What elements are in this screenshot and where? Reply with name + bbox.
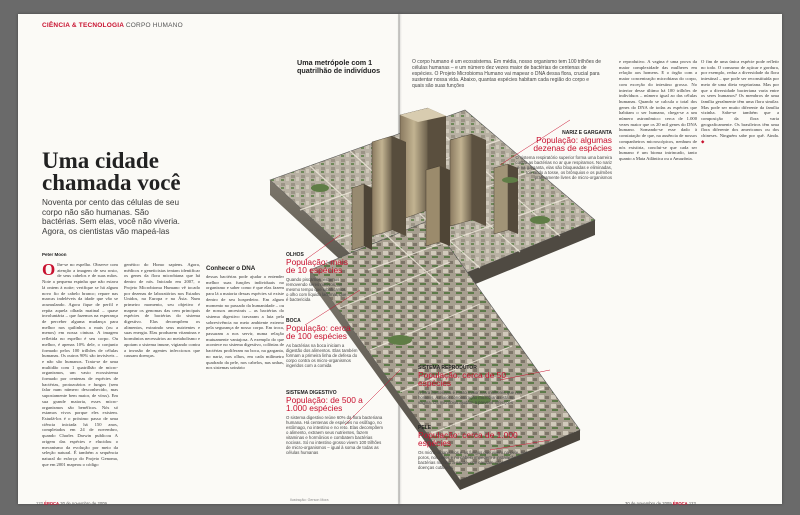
page-number-right: 123 — [688, 501, 696, 506]
callout-reproductive — [418, 365, 523, 405]
callout-name: NARIZ E GARGANTA — [562, 130, 612, 136]
body-text-2: genético do Homo sapiens. Agora, médicos e geneticistas tentam identificar os genes da flora microbiana que há dentro de nós. Iniciado em 2007, o Projeto Microbioma Humano vê tocado por dezenas de laboratórios nos Estados Unidos, na Europa e na Ásia. Num primeiro momento, seu objetivo é mapear os genomas das cem principais espécies de bactérias do sistema digestivo. Elas decompõem os alimentos, extraindo seus nutrientes e suas energia. Elas produzem vitaminas e hormônios necessários ao metabolismo e apoiam o sistema imune, vigiando contra a invasão de agentes infecciosos que causam doenças. — [124, 262, 200, 359]
callout-name: SISTEMA REPRODUTOR — [418, 365, 477, 371]
callout-eyes — [286, 252, 348, 302]
right-body-text-2: O fim de uma única espécie pode refletir no todo. O consumo de açúcar e gordura, por exemplo, reduz a diversidade da flora intestinal – que pode ser reconstituída por meio de uma dieta vegetariana. Mas por que a diversidade bacteriana varia entre os seres humanos? Os membros de uma família geralmente têm uma flora similar. Mas pode ser muito diferente da família vizinha. Sabe-se também que a composição da flora varia geograficamente. Os brasileiros têm uma flora diferente dos americanos ou dos chineses. Ninguém sabe por quê. Ainda. — [701, 59, 779, 139]
graphic-intro: O corpo humano é um ecossistema. Em média, nosso organismo tem 100 trilhões de células humanas – e um número dez vezes maior de bactérias de centenas de espécies. O Projeto Microbioma Humano vai mapear o DNA dessa flora, crucial para sustentar nossa vida. Abaixo, quantas espécies habitam cada região do corpo e quais são suas funções — [412, 59, 601, 89]
date-right: 30 de novembro de 2009 — [625, 501, 672, 506]
callout-population: População: cerca de 50 espécies — [418, 370, 506, 389]
folio-left — [36, 501, 107, 506]
callout-name: SISTEMA DIGESTIVO — [286, 390, 337, 396]
section-sub: CORPO HUMANO — [125, 22, 183, 29]
callout-name: PELE — [418, 425, 432, 431]
folio-right — [625, 501, 696, 506]
callout-description: Os micro-organismos e os fungos que vivem na pele, nos poros, nos pelos e no cabelo impedem a instalação de bactérias nocivas à saúde, que causam infecções e doenças cutâneas — [418, 449, 528, 470]
callout-population: População: cerca de 100 espécies — [286, 323, 351, 342]
right-body-column-1: e reprodutivo. A vagina é uma prova da maior complexidade das mulheres em relação aos homens. E o órgão com a maior concentração microbiana do corpo, com exceção do intestino grosso. No interior desse último há 100 trilhões de indivíduos – número igual ao das células humanas. Quando se calcula o total dos genes do DNA de todas as espécies que habitam o ser humano, chega-se a um número astronômico: cerca de 1.000 vezes maior que os 20 mil genes do DNA humano. Somando-se esse dado à constatação de que, na ausência de nossos companheiros microscópicos, nenhum de nós existiria, conclui-se que cada ser humano é um bioma intrincado, tanto quanto a Mata Atlântica ou a Amazônia. — [619, 59, 697, 161]
graphic-title: Uma metrópole com 1 quatrilhão de indivíduos — [297, 58, 381, 75]
callout-name: BOCA — [286, 318, 301, 324]
callout-description: O sistema respiratório superior forma uma barreira contra as bactérias no ar que respiramos. No nariz e na garganta, elas são bloqueadas e eliminadas, tornando a tosse, os brônquios e os pulmões praticamente livres de micro-organismos — [515, 154, 612, 180]
right-body-column-2 — [701, 59, 779, 145]
section-label: CIÊNCIA & TECNOLOGIA — [42, 22, 124, 29]
headline: Uma cidade chamada você — [42, 148, 181, 195]
callout-digestive — [286, 390, 386, 455]
brand-left: ÉPOCA — [44, 501, 60, 506]
byline: Peter Moon — [42, 252, 67, 257]
callout-population: População: mais de 10 espécies — [286, 257, 348, 276]
callout-population: População: de 500 a 1.000 espécies — [286, 395, 363, 414]
subhead: Noventa por cento das células de seu corpo não são humanas. São bactérias. Sem elas, você não viveria. Agora, os cientistas vão mapeá-las — [42, 198, 180, 236]
body-column-2 — [124, 262, 200, 359]
body-column-1 — [42, 262, 118, 467]
end-mark: ◆ — [701, 138, 705, 144]
date-left: 30 de novembro de 2009 — [60, 501, 107, 506]
page-number-left: 122 — [36, 501, 43, 506]
body-text-3: dessas bactérias pode ajudar a entender melhor suas funções individuais no organismo e saber como é que elas fazem para lá a maioria dessas espécies só existe dentro de seu hospedeiro. Em algum momento no passado da humanidade – ou de nossos ancestrais – as bactérias do sistema digestivo travaram a luta pela sobrevivência no meio ambiente externo pela segurança de nosso corpo. Em troca, passaram a nos servir, numa relação mutuamente vantajosa. A exemplo do que acontece no sistema digestivo, colônias de bactérias proliferam na boca, na garganta, no nariz, nos olhos, em cada milímetro quadrado da pele, nos cabelos, nas unhas, nos sistemas urinário — [206, 274, 284, 371]
section-tag — [42, 22, 183, 29]
inline-subhead: Conhecer o DNA — [206, 265, 256, 272]
callout-description: A flora bacteriana é muito maior nas mulheres que nos homens. A maior concentração microbiana está na vagina. Os micróbios ajudam a prevenir infecções — [418, 389, 523, 405]
brand-right: ÉPOCA — [672, 501, 688, 506]
callout-population: População: cerca de 1.000 espécies — [418, 430, 518, 449]
callout-description: As bactérias na boca iniciam a digestão dos alimentos. Elas também formam a primeira linha de defesa do corpo contra os micro-organismos ingeridos com a comida — [286, 342, 358, 368]
callout-mouth — [286, 318, 358, 368]
body-text-1: lhe-se no espelho. Observe com atenção a imagem de seu rosto, de seus cabelos e de suas mãos. Note a pequena espinha que não estava lá ontem à noite; verifique se há algum novo fio de cabelo branco; repare nas marcas indeléveis da idade que vão se acumulando. Agora fique de perfil e repita aquela olhada matinal – quase involuntária – que fazemos na esperança de perceber alguma mudança para melhor nos quilinhos a mais (ou a menos) em nossa cintura. A imagem refletida no espelho é seu corpo. Ou melhor, é apenas 10% dele, o conjunto formado pelos 100 trilhões de células humanas. Os outros 90% são invisíveis – e não são humanos. Trata-se de uma multidão com 1 quatrilhão de micro-organismos, um vasto ecossistema formado por centenas de espécies de bactérias, protozoários e fungos (sem falar num número desconhecido, mas supostamente bem maior, de vírus). Em sua grande maioria, esses micro-organismos são benéficos. Nós só estamos vivos porque eles existem. Estudá-los é o próximo passo de uma ciência iniciada há 150 anos, completados em 24 de novembro, quando Charles Darwin publicou A origem das espécies e elucidou o mecanismo da evolução por meio da seleção natural. É também a sequência natural do esforço do Projeto Genoma, que em 2001 mapeou o código — [42, 262, 118, 467]
callout-description: Quando piscamos, estamos removendo seres nocivos, ao mesmo tempo que lubrificamos o olho com líquido lacrimal, que é bactericida — [286, 276, 347, 302]
callout-name: OLHOS — [286, 252, 304, 258]
dropcap: O — [42, 260, 56, 279]
callout-description: O sistema digestivo reúne 60% da flora bacteriana humana. Há centenas de espécies no esôfago, no estômago, no intestino e no reto. Elas decompõem o alimento, extraem seus nutrientes, fazem vitaminas e hormônios e combatem bactérias nocivas. Só no intestino grosso vivem 100 trilhões de micro-organismos – igual à soma de todas as células humanas — [286, 414, 383, 455]
callout-skin — [418, 425, 533, 470]
illustration-credit: Ilustração: Gerson Mora — [290, 498, 329, 502]
callout-population: População: algumas dezenas de espécies — [533, 135, 612, 154]
callout-nose-throat — [512, 130, 612, 180]
